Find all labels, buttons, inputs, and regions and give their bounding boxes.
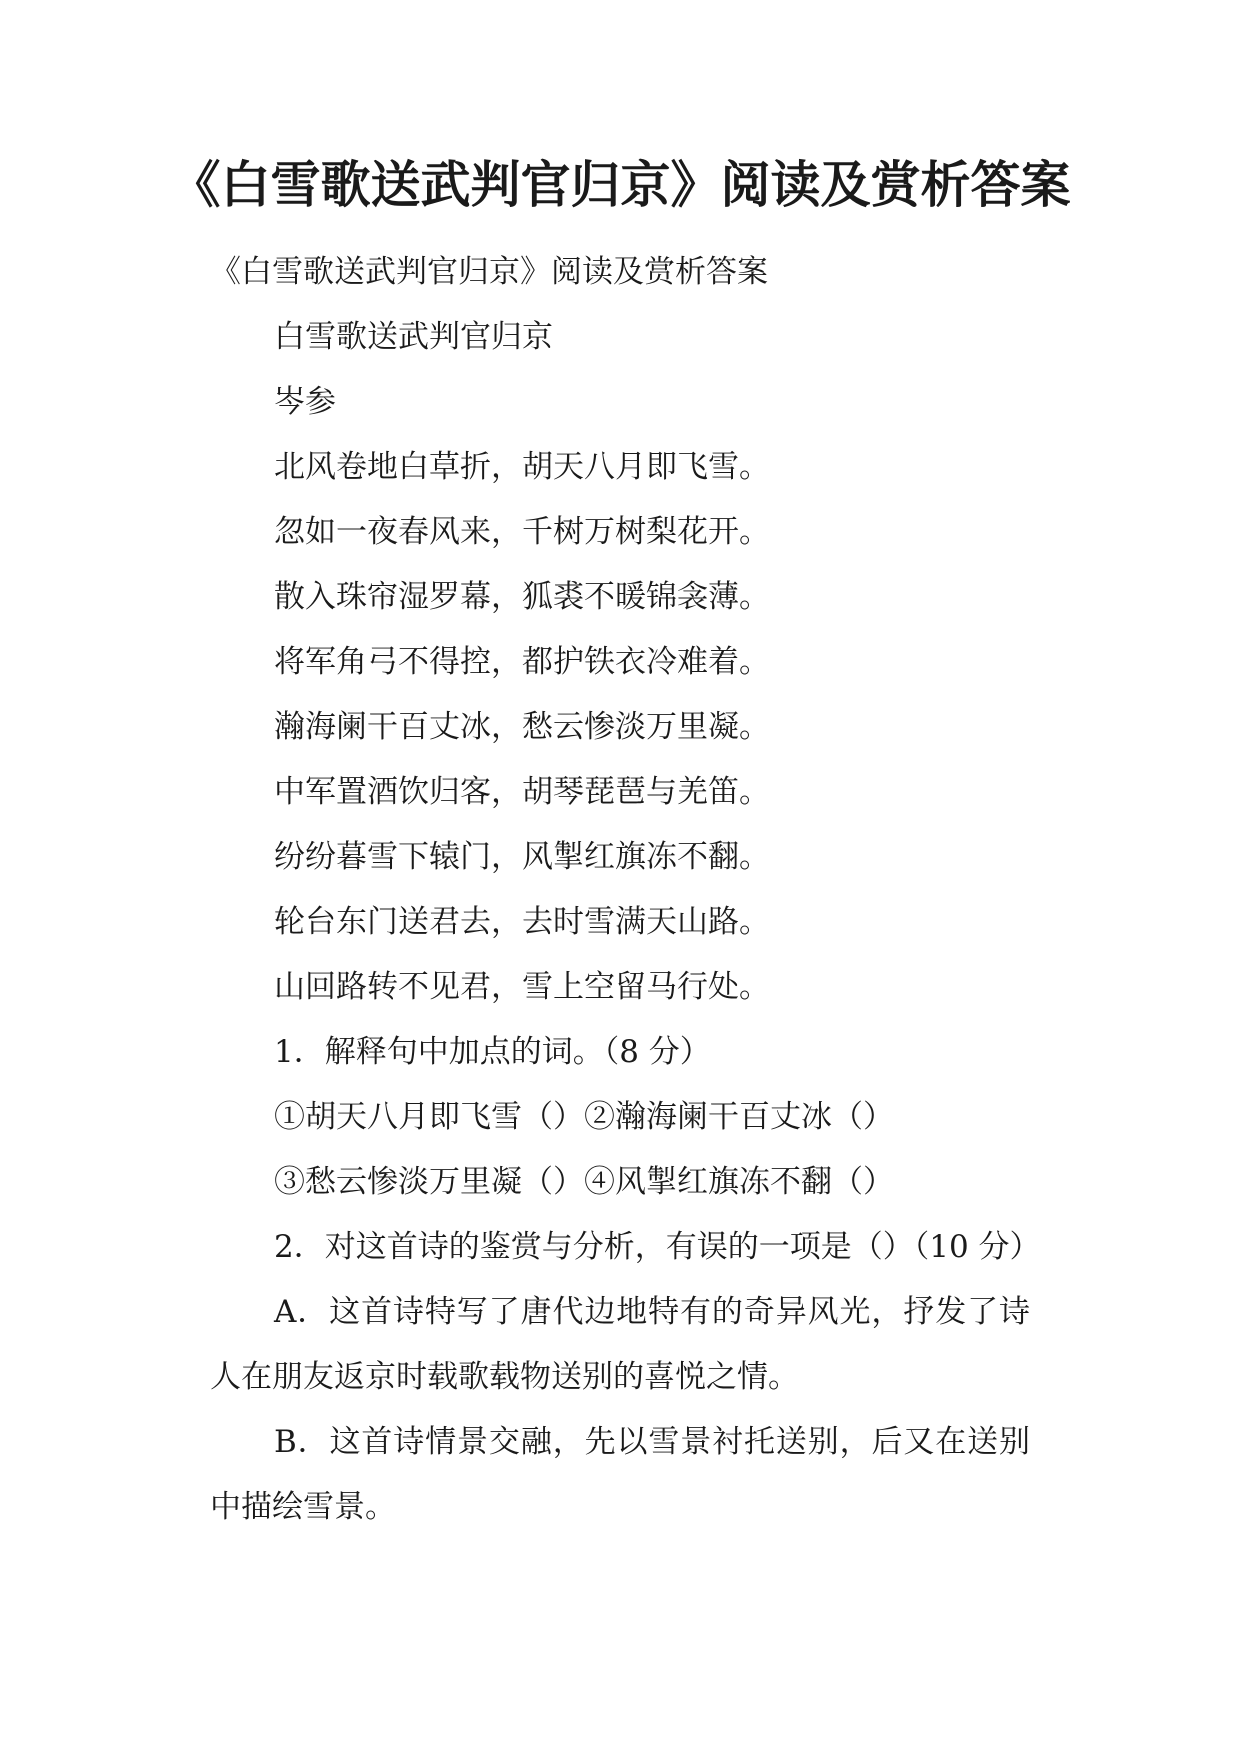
question-1: 1．解释句中加点的词。（8 分） bbox=[274, 1034, 711, 1070]
poem-line: 北风卷地白草折，胡天八月即飞雪。 bbox=[274, 449, 770, 485]
poem-line: 忽如一夜春风来，千树万树梨花开。 bbox=[274, 514, 770, 550]
document-title: 《白雪歌送武判官归京》阅读及赏析答案 bbox=[170, 156, 1071, 214]
poem-line: 纷纷暮雪下辕门，风掣红旗冻不翻。 bbox=[274, 839, 770, 875]
poem-line: 中军置酒饮归客，胡琴琵琶与羌笛。 bbox=[274, 774, 770, 810]
poem-line: 瀚海阑干百丈冰，愁云惨淡万里凝。 bbox=[274, 709, 770, 745]
question-1-item: ③愁云惨淡万里凝（）④风掣红旗冻不翻（） bbox=[274, 1164, 894, 1200]
poem-title: 白雪歌送武判官归京 bbox=[274, 319, 553, 355]
question-2-option-a: A．这首诗特写了唐代边地特有的奇异风光，抒发了诗人在朋友返京时载歌载物送别的喜悦之情。 bbox=[210, 1294, 1030, 1395]
subtitle-paragraph: 《白雪歌送武判官归京》阅读及赏析答案 bbox=[210, 254, 768, 290]
poem-author: 岑参 bbox=[274, 384, 336, 420]
question-1-item: ①胡天八月即飞雪（）②瀚海阑干百丈冰（） bbox=[274, 1099, 894, 1135]
poem-line: 将军角弓不得控，都护铁衣冷难着。 bbox=[274, 644, 770, 680]
question-2: 2．对这首诗的鉴赏与分析，有误的一项是（）（10 分） bbox=[274, 1229, 1041, 1265]
document-body bbox=[210, 240, 1041, 1540]
question-2-option-b: B．这首诗情景交融，先以雪景衬托送别，后又在送别中描绘雪景。 bbox=[210, 1424, 1030, 1525]
poem-line: 山回路转不见君，雪上空留马行处。 bbox=[274, 969, 770, 1005]
poem-line: 散入珠帘湿罗幕，狐裘不暖锦衾薄。 bbox=[274, 579, 770, 615]
poem-line: 轮台东门送君去，去时雪满天山路。 bbox=[274, 904, 770, 940]
